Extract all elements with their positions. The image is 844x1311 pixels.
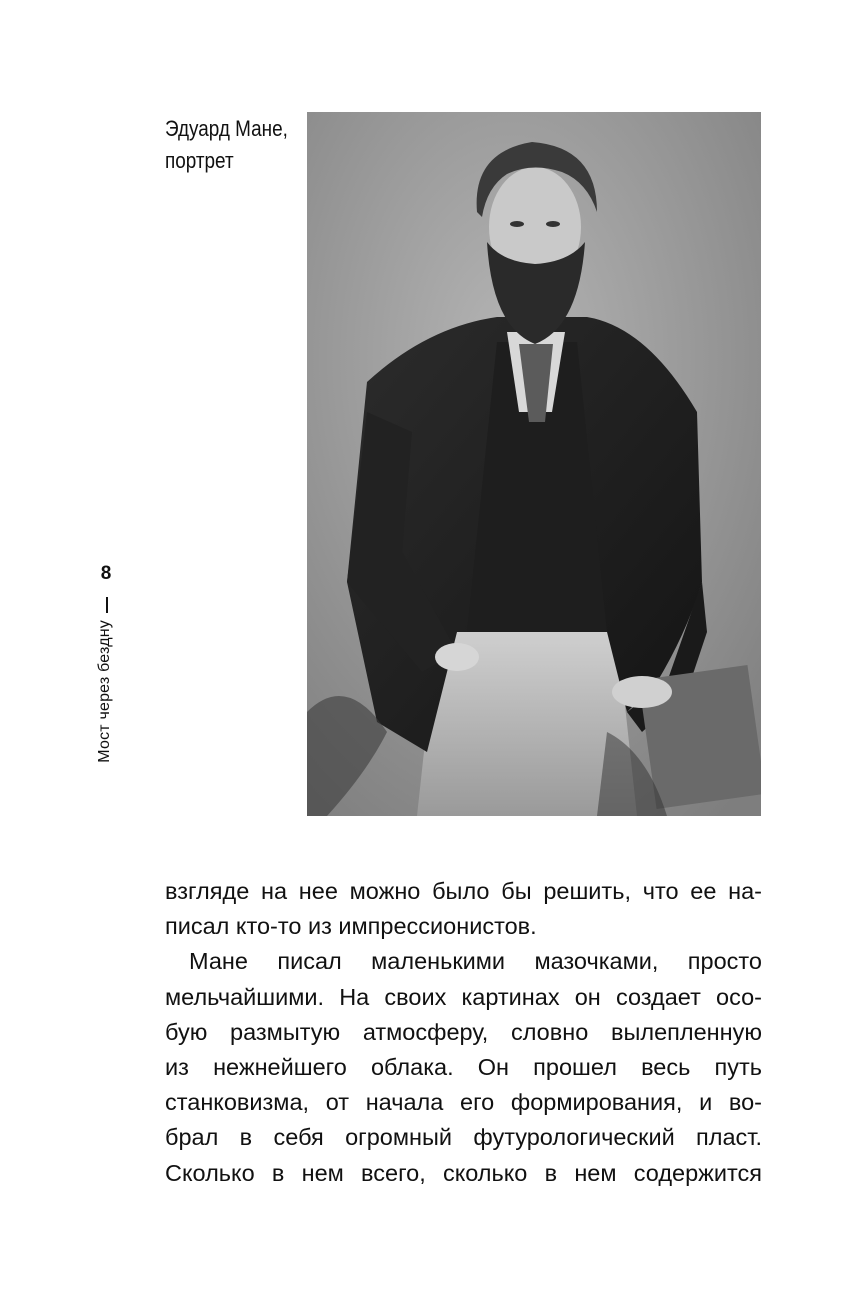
running-head: Мост через бездну (96, 620, 113, 763)
paragraph-first-line: Мане писал маленькими мазочками, просто (189, 948, 762, 975)
text-line: из нежнейшего облака. Он прошел весь путь (165, 1053, 762, 1080)
page-number: 8 (100, 563, 112, 584)
caption-line-1: Эдуард Мане, (165, 116, 288, 141)
portrait-photo (307, 112, 761, 816)
caption-line-2: портрет (165, 148, 234, 173)
photo-caption (165, 113, 288, 177)
text-line: Сколько в нем всего, сколько в нем содержится (165, 1159, 762, 1186)
body-text (165, 874, 762, 1191)
text-line: брал в себя огромный футурологический пласт. (165, 1124, 762, 1151)
running-head-divider (106, 597, 108, 613)
text-line: бую размытую атмосферу, словно вылепленную (165, 1018, 762, 1045)
text-line: станковизма, от начала его формирования, и во- (165, 1089, 762, 1116)
text-line: мельчайшими. На своих картинах он создает осо- (165, 983, 762, 1010)
portrait-illustration (307, 112, 761, 816)
text-line: писал кто-то из импрессионистов. (165, 913, 537, 940)
text-line: взгляде на нее можно было бы решить, что ее на- (165, 878, 762, 904)
